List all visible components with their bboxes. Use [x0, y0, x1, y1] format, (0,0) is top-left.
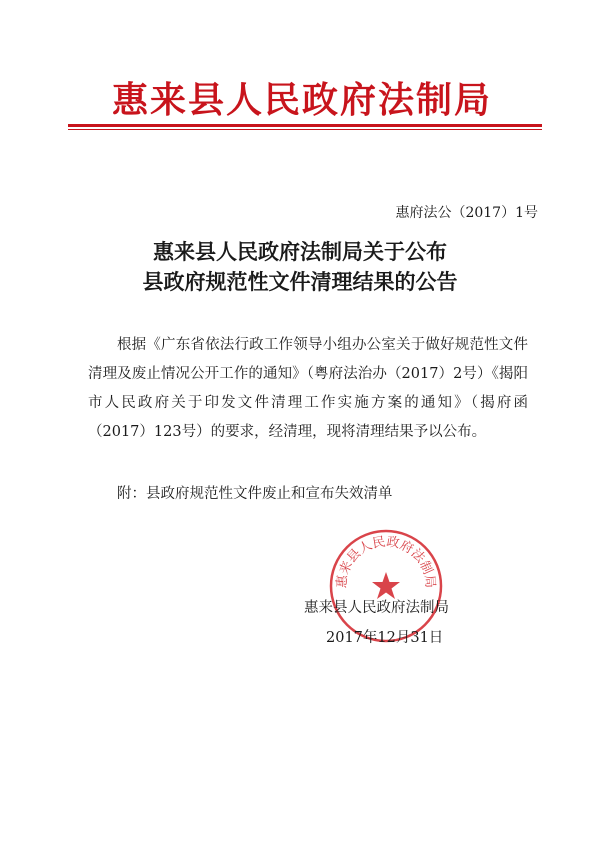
document-number: 惠府法公（2017）1号 [395, 205, 538, 221]
attachment-line: 附：县政府规范性文件废止和宣布失效清单 [117, 486, 393, 502]
document-title-line1: 惠来县人民政府法制局关于公布 [153, 239, 447, 264]
seal-star-icon [372, 572, 400, 599]
issue-date: 2017年12月31日 [326, 630, 444, 646]
masthead-title: 惠来县人民政府法制局 [111, 79, 492, 121]
document-title-line2: 县政府规范性文件清理结果的公告 [142, 269, 458, 294]
masthead-rule-thin [68, 129, 542, 130]
masthead-rule-thick [68, 124, 542, 127]
body-paragraph: 根据《广东省依法行政工作领导小组办公室关于做好规范性文件清理及废止情况公开工作的通知》（粤府法治办（2017）2号）《揭阳市人民政府关于印发文件清理工作实施方案的通知》（揭府函（2017）123号）的要求，经清理，现将清理结果予以公布。 [88, 337, 528, 440]
seal-text: 惠来县人民政府法制局 [334, 534, 438, 589]
issuer-name: 惠来县人民政府法制局 [304, 600, 449, 616]
